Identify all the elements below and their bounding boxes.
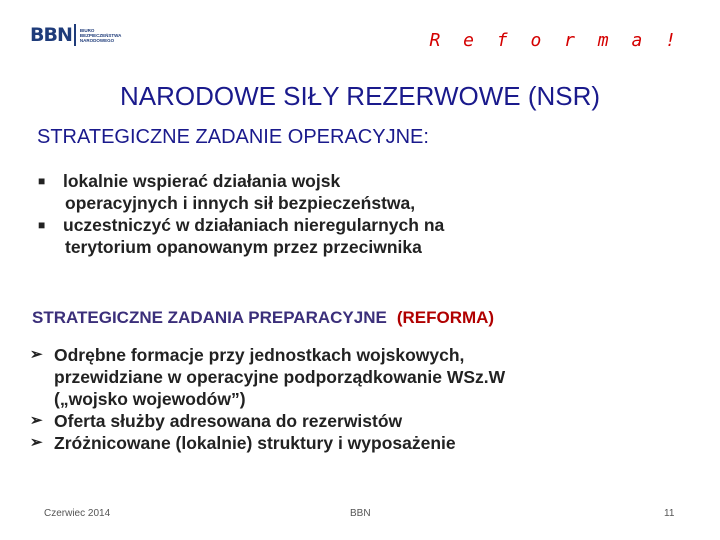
logo-text (80, 28, 122, 43)
list-item-line: Oferta służby adresowana do rezerwistów (54, 411, 403, 431)
list-item (30, 432, 690, 454)
list-item (30, 410, 690, 432)
list-item (30, 344, 690, 410)
square-bullet-icon: ■ (38, 174, 46, 188)
logo-divider (74, 24, 76, 46)
slide-title: NARODOWE SIŁY REZERWOWE (NSR) (119, 81, 601, 111)
bbn-logo (30, 20, 121, 50)
logo-line: BEZPIECZEŃSTWA (79, 32, 122, 38)
section2-heading-red: (REFORMA) (396, 308, 495, 327)
section2-list (30, 344, 690, 454)
section1-heading: STRATEGICZNE ZADANIE OPERACYJNE: (37, 126, 429, 148)
footer-date: Czerwiec 2014 (44, 508, 111, 519)
page-number: 11 (664, 508, 675, 519)
square-bullet-icon: ■ (38, 218, 46, 232)
list-item-line: Zróżnicowane (lokalnie) struktury i wyposażenie (54, 433, 456, 453)
list-item (36, 214, 676, 258)
arrow-bullet-icon: ➢ (30, 346, 43, 363)
list-item-line: terytorium opanowanym przez przeciwnika (65, 237, 422, 257)
list-item-line: uczestniczyć w działaniach nieregularnych na (63, 215, 445, 235)
section2-heading-text: STRATEGICZNE ZADANIA PREPARACYJNE (32, 308, 387, 327)
arrow-bullet-icon: ➢ (30, 434, 43, 451)
list-item-line: przewidziane w operacyjne podporządkowanie WSz.W (54, 367, 506, 387)
list-item-line: operacyjnych i innych sił bezpieczeństwa, (65, 193, 416, 213)
logo-line: NARODOWEGO (79, 37, 115, 43)
list-item-line: („wojsko wojewodów”) (54, 389, 246, 409)
footer-center: BBN (350, 508, 371, 519)
arrow-bullet-icon: ➢ (30, 412, 43, 429)
list-item-line: lokalnie wspierać działania wojsk (63, 171, 341, 191)
list-item-line: Odrębne formacje przy jednostkach wojskowych, (54, 345, 465, 365)
logo-mark: BBN (30, 24, 72, 46)
reforma-tagline: R e f o r m a ! (429, 30, 682, 51)
logo-line: BIURO (79, 27, 95, 33)
section1-list (36, 170, 676, 258)
section2-heading (32, 308, 494, 328)
list-item (36, 170, 676, 214)
